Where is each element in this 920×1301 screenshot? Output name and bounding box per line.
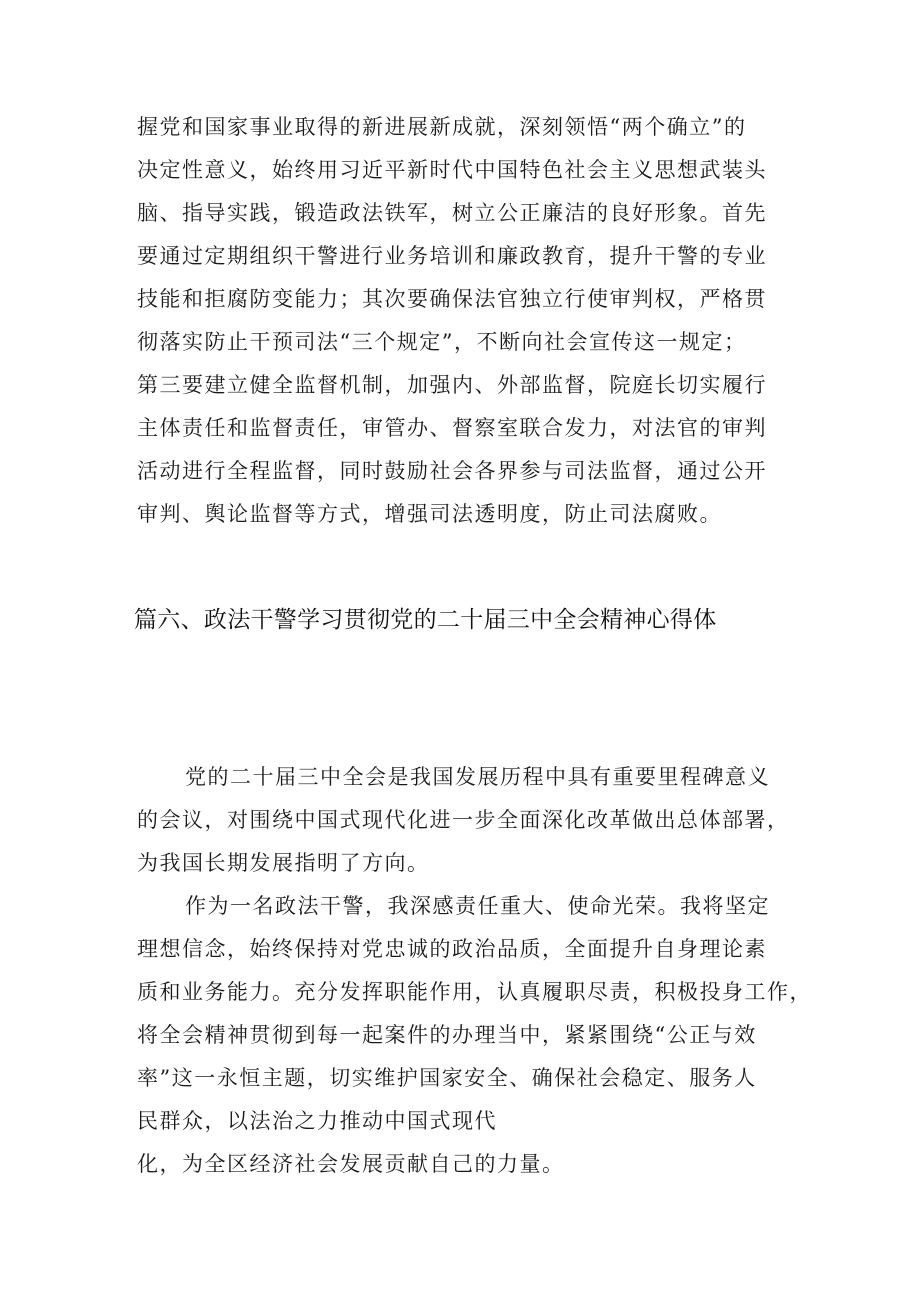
section-heading: 篇六、政法干警学习贯彻党的二十届三中全会精神心得体	[134, 607, 717, 633]
paragraph-line: 要通过定期组织干警进行业务培训和廉政教育，提升干警的专业	[137, 244, 767, 268]
paragraph-line: 彻落实防止干预司法“三个规定”，不断向社会宣传这一规定；	[137, 330, 747, 354]
body-paragraph-3	[137, 885, 812, 1186]
paragraph-line: 决定性意义，始终用习近平新时代中国特色社会主义思想武装头	[137, 158, 767, 182]
paragraph-line: 化，为全区经济社会发展贡献自己的力量。	[137, 1152, 565, 1176]
body-paragraph-2	[137, 756, 790, 885]
paragraph-line: 主体责任和监督责任，审管办、督察室联合发力，对法官的审判	[137, 416, 767, 440]
paragraph-line: 握党和国家事业取得的新进展新成就，深刻领悟“两个确立”的	[137, 115, 747, 139]
paragraph-line: 活动进行全程监督，同时鼓励社会各界参与司法监督，通过公开	[137, 459, 767, 483]
paragraph-line: 质和业务能力。充分发挥职能作用，认真履职尽责，积极投身工作，	[137, 980, 812, 1004]
paragraph-line: 技能和拒腐防变能力；其次要确保法官独立行使审判权，严格贯	[137, 287, 767, 311]
paragraph-line: 将全会精神贯彻到每一起案件的办理当中，紧紧围绕“公正与效	[137, 1023, 757, 1047]
paragraph-line: 脑、指导实践，锻造政法铁军，树立公正廉洁的良好形象。首先	[137, 201, 767, 225]
paragraph-line: 率”这一永恒主题，切实维护国家安全、确保社会稳定、服务人	[137, 1066, 757, 1090]
paragraph-line: 党的二十届三中全会是我国发展历程中具有重要里程碑意义	[185, 765, 770, 789]
paragraph-line: 第三要建立健全监督机制，加强内、外部监督，院庭长切实履行	[137, 373, 767, 397]
paragraph-line: 审判、舆论监督等方式，增强司法透明度，防止司法腐败。	[137, 502, 722, 526]
paragraph-line: 的会议，对围绕中国式现代化进一步全面深化改革做出总体部署，	[137, 808, 790, 832]
paragraph-line: 为我国长期发展指明了方向。	[137, 851, 430, 875]
paragraph-line: 作为一名政法干警，我深感责任重大、使命光荣。我将坚定	[185, 894, 770, 918]
paragraph-line: 民群众，以法治之力推动中国式现代	[137, 1109, 497, 1133]
paragraph-line: 理想信念，始终保持对党忠诚的政治品质，全面提升自身理论素	[137, 937, 767, 961]
body-paragraph-1	[137, 106, 787, 536]
